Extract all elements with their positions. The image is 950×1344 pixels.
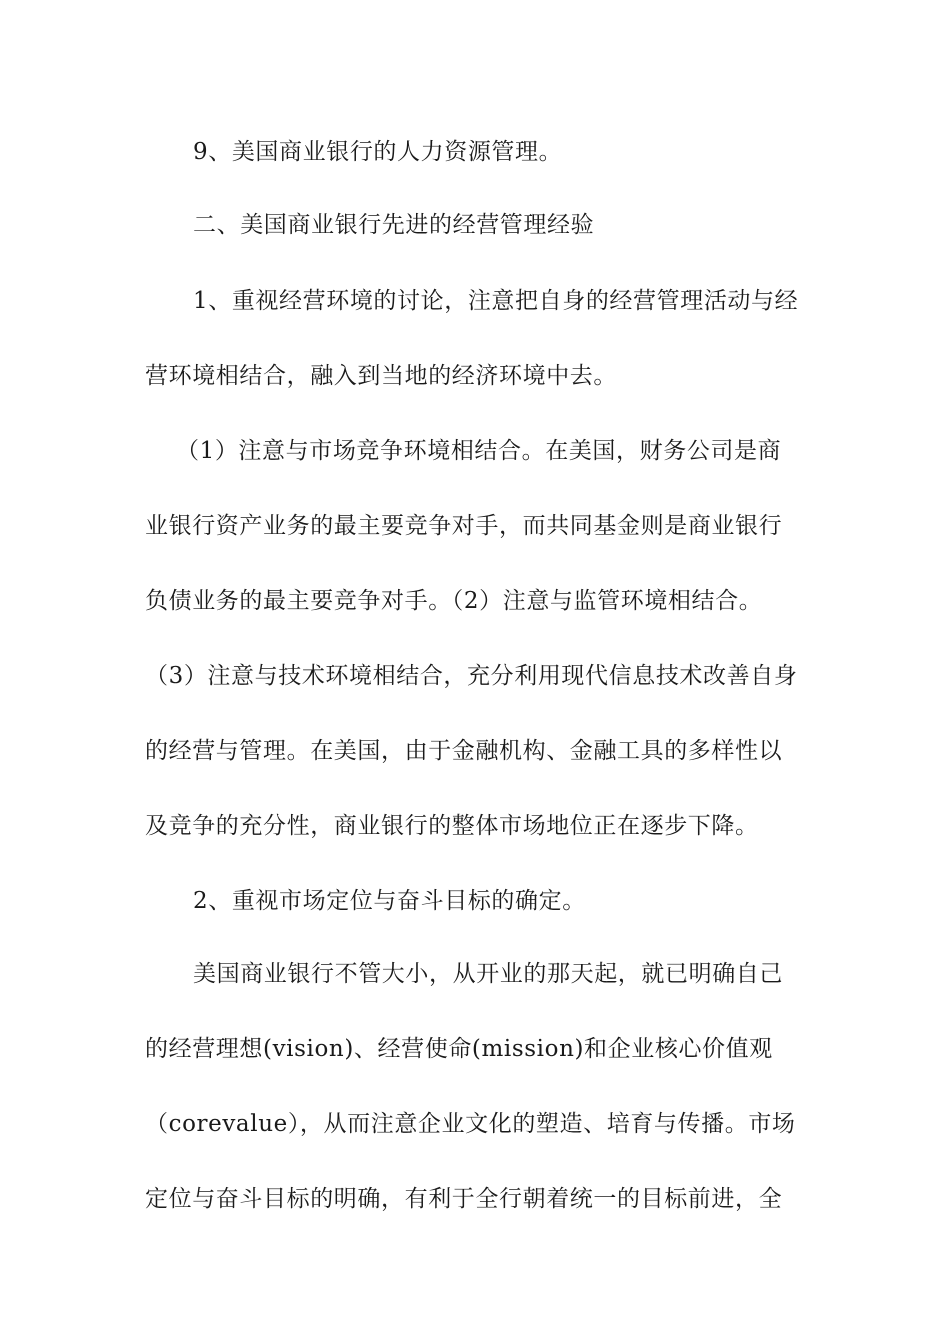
- paragraph-line: 美国商业银行不管大小，从开业的那天起，就已明确自己: [193, 961, 783, 987]
- paragraph-line: 业银行资产业务的最主要竞争对手，而共同基金则是商业银行: [145, 513, 783, 539]
- paragraph-line: 营环境相结合，融入到当地的经济环境中去。: [145, 363, 617, 389]
- list-item-hr-management: 9、美国商业银行的人力资源管理。: [193, 139, 563, 165]
- paragraph-line: 的经营理想(vision)、经营使命(mission)和企业核心价值观: [145, 1036, 773, 1062]
- paragraph-line: （1）注意与市场竞争环境相结合。在美国，财务公司是商: [176, 438, 782, 464]
- subsection-heading: 2、重视市场定位与奋斗目标的确定。: [193, 888, 586, 914]
- paragraph-line: 及竞争的充分性，商业银行的整体市场地位正在逐步下降。: [145, 813, 759, 839]
- paragraph-line: （3）注意与技术环境相结合，充分利用现代信息技术改善自身: [145, 663, 798, 689]
- paragraph-line: （corevalue），从而注意企业文化的塑造、培育与传播。市场: [145, 1111, 796, 1137]
- paragraph-line: 定位与奋斗目标的明确，有利于全行朝着统一的目标前进，全: [145, 1186, 783, 1212]
- section-heading: 二、美国商业银行先进的经营管理经验: [193, 212, 595, 238]
- paragraph-line: 1、重视经营环境的讨论，注意把自身的经营管理活动与经: [193, 288, 799, 314]
- paragraph-line: 的经营与管理。在美国，由于金融机构、金融工具的多样性以: [145, 738, 783, 764]
- paragraph-line: 负债业务的最主要竞争对手。（2）注意与监管环境相结合。: [145, 588, 763, 614]
